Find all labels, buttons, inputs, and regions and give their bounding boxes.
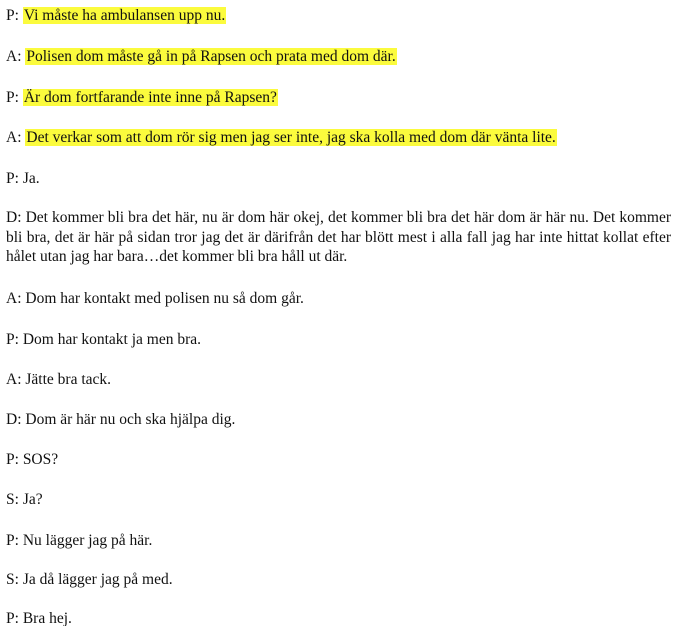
highlighted-utterance: Är dom fortfarande inte inne på Rapsen? [23, 89, 277, 106]
utterance: Jätte bra tack. [25, 371, 112, 388]
speaker-label: D: [6, 411, 22, 428]
transcript-line [6, 6, 671, 26]
speaker-label: P: [6, 610, 19, 626]
highlighted-utterance: Vi måste ha ambulansen upp nu. [23, 7, 226, 24]
utterance: Bra hej. [22, 610, 72, 626]
transcript-line [6, 128, 671, 148]
speaker-label: S: [6, 571, 19, 588]
utterance: SOS? [22, 451, 59, 468]
transcript-line [6, 169, 671, 189]
speaker-label: S: [6, 491, 19, 508]
transcript-line [6, 289, 671, 309]
utterance: Dom är här nu och ska hjälpa dig. [25, 411, 236, 428]
transcript-line [6, 570, 671, 590]
transcript-line [6, 330, 671, 350]
utterance: Dom har kontakt ja men bra. [22, 331, 202, 348]
transcript-line [6, 88, 671, 108]
transcript-line [6, 47, 671, 67]
utterance: Dom har kontakt med polisen nu så dom går. [25, 290, 304, 307]
speaker-label: A: [6, 371, 22, 388]
utterance: Ja. [22, 170, 40, 187]
speaker-label: P: [6, 170, 19, 187]
transcript-line [6, 609, 671, 626]
speaker-label: P: [6, 532, 19, 549]
utterance: Nu lägger jag på här. [22, 532, 153, 549]
speaker-label: A: [6, 129, 22, 146]
speaker-label: A: [6, 290, 22, 307]
highlighted-utterance: Polisen dom måste gå in på Rapsen och prata med dom där. [26, 48, 396, 65]
transcript-paragraph [6, 208, 671, 267]
speaker-label: A: [6, 48, 22, 65]
highlighted-utterance: Det verkar som att dom rör sig men jag ser inte, jag ska kolla med dom där vänta lite. [26, 129, 556, 146]
transcript-line [6, 490, 671, 510]
speaker-label: P: [6, 7, 19, 24]
utterance: Ja? [22, 491, 43, 508]
speaker-label: D: [6, 209, 22, 226]
speaker-label: P: [6, 331, 19, 348]
utterance: Ja då lägger jag på med. [22, 571, 173, 588]
transcript-line [6, 370, 671, 390]
utterance: Det kommer bli bra det här, nu är dom här okej, det kommer bli bra det här dom är här nu. Det kommer bli bra, det är här på sidan tror jag det är därifrån det har blött mest i alla fall jag har inte hittat kollat efter hålet utan jag har bara…det kommer bli bra håll ut där. [6, 209, 672, 265]
speaker-label: P: [6, 451, 19, 468]
transcript-line [6, 410, 671, 430]
speaker-label: P: [6, 89, 19, 106]
transcript-line [6, 450, 671, 470]
transcript-line [6, 531, 671, 551]
